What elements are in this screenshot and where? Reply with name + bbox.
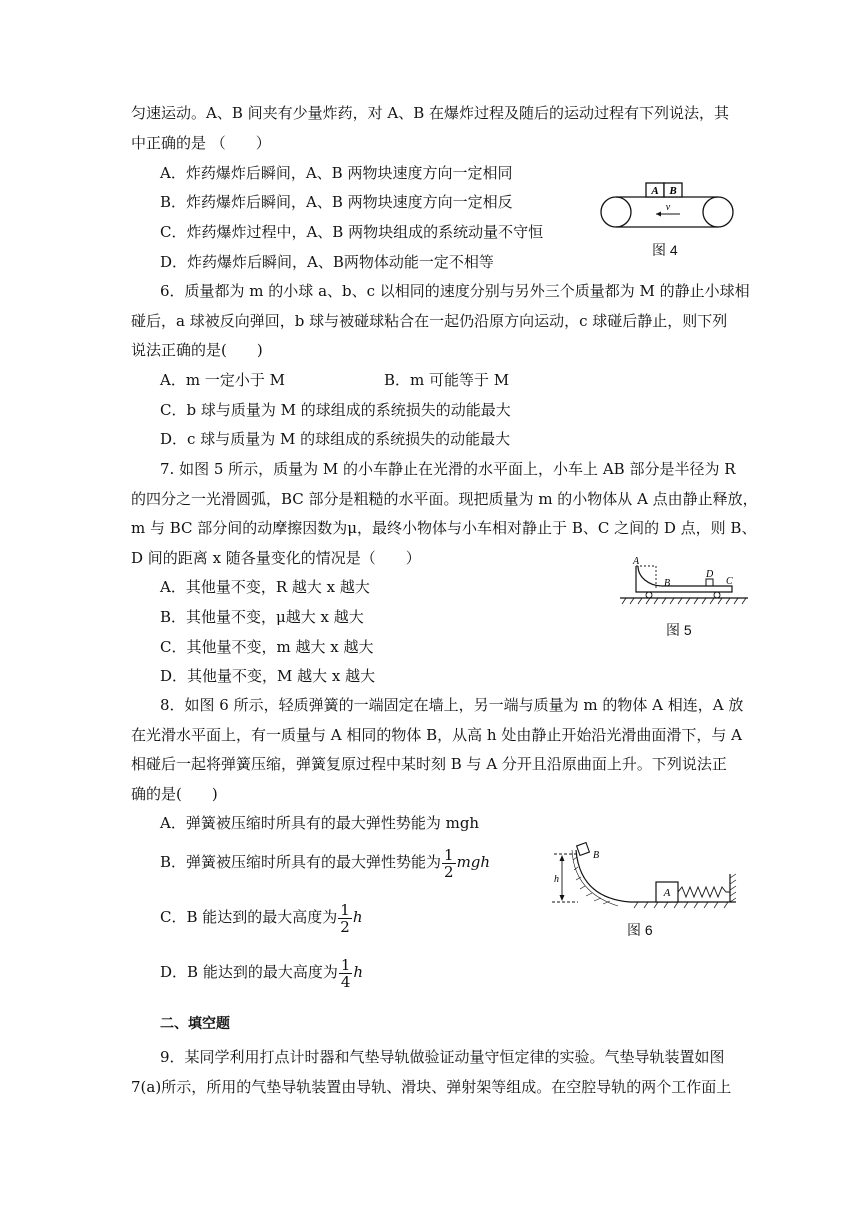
q7-option-d: D．其他量不变，M 越大 x 越大 bbox=[160, 667, 376, 685]
q8-stem-line1: 8．如图 6 所示，轻质弹簧的一端固定在墙上，另一端与质量为 m 的物体 A 相连，A 放 bbox=[160, 696, 744, 714]
q6-stem-line1: 6．质量都为 m 的小球 a、b、c 以相同的速度分别与另外三个质量都为 M 的静止小球相 bbox=[160, 282, 750, 300]
q6-stem-line3: 说法正确的是( ) bbox=[131, 341, 263, 359]
fig5-label-a: A bbox=[633, 556, 640, 567]
fig5-label-b: B bbox=[664, 578, 671, 589]
q5-stem-line1: 匀速运动。A、B 间夹有少量炸药，对 A、B 在爆炸过程及随后的运动过程有下列说法，其 bbox=[131, 104, 730, 122]
q8-option-d-text: D．B 能达到的最大高度为 bbox=[160, 963, 338, 981]
figure-4-caption: 图 4 bbox=[652, 242, 678, 258]
q9-stem-line2: 7(a)所示，所用的气垫导轨装置由导轨、滑块、弹射架等组成。在空腔导轨的两个工作面上 bbox=[131, 1078, 732, 1096]
q8-stem-line4: 确的是( ) bbox=[131, 785, 218, 803]
figure-6-ramp-spring bbox=[548, 840, 740, 912]
fig6-label-a: A bbox=[663, 887, 671, 899]
fraction-one-half: $\frac{1}{2}$ bbox=[340, 900, 350, 936]
q8-option-b-text: B．弹簧被压缩时所具有的最大弹性势能为 bbox=[160, 853, 442, 871]
q7-stem-line4: D 间的距离 x 随各量变化的情况是（ ） bbox=[131, 549, 421, 567]
fraction-one-half: $\frac{1}{2}$ bbox=[444, 845, 454, 881]
q7-stem-line1: 7. 如图 5 所示，质量为 M 的小车静止在光滑的水平面上，小车上 AB 部分是半径为 R bbox=[160, 460, 736, 478]
fig5-label-d: D bbox=[706, 569, 714, 580]
q8-stem-line3: 相碰后一起将弹簧压缩，弹簧复原过程中某时刻 B 与 A 分开且沿原曲面上升。下列说法正 bbox=[131, 755, 727, 773]
q8-option-c-h: h bbox=[352, 908, 363, 926]
q8-option-d bbox=[160, 955, 363, 990]
q8-option-b-mgh: mgh bbox=[456, 853, 491, 871]
q5-option-b: B．炸药爆炸后瞬间，A、B 两物块速度方向一定相反 bbox=[160, 193, 513, 211]
q7-option-c: C．其他量不变，m 越大 x 越大 bbox=[160, 638, 374, 656]
q5-option-c: C．炸药爆炸过程中，A、B 两物块组成的系统动量不守恒 bbox=[160, 223, 544, 241]
fraction-one-quarter: $\frac{1}{4}$ bbox=[340, 955, 351, 991]
q6-option-a: A．m 一定小于 M bbox=[160, 371, 285, 389]
figure-4-conveyor bbox=[598, 180, 738, 230]
fig4-label-a: A bbox=[651, 185, 659, 197]
q8-option-b bbox=[160, 845, 490, 880]
fig6-label-b: B bbox=[593, 850, 600, 861]
fig6-label-h: h bbox=[554, 874, 559, 885]
q5-option-a: A．炸药爆炸后瞬间，A、B 两物块速度方向一定相同 bbox=[160, 164, 513, 182]
q7-stem-line2: 的四分之一光滑圆弧，BC 部分是粗糙的水平面。现把质量为 m 的小物体从 A 点由静止释放， bbox=[131, 490, 758, 508]
q7-stem-line3: m 与 BC 部分间的动摩擦因数为μ，最终小物体与小车相对静止于 B、C 之间的 D 点，则 B、 bbox=[131, 519, 757, 537]
q8-stem-line2: 在光滑水平面上，有一质量与 A 相同的物体 B，从高 h 处由静止开始沿光滑曲面滑下，与 A bbox=[131, 726, 742, 744]
q8-option-a: A．弹簧被压缩时所具有的最大弹性势能为 mgh bbox=[160, 814, 480, 832]
q5-option-d: D．炸药爆炸后瞬间，A、B两物体动能一定不相等 bbox=[160, 253, 494, 271]
fig4-label-b: B bbox=[669, 185, 677, 197]
q8-option-c-text: C．B 能达到的最大高度为 bbox=[160, 908, 338, 926]
q6-option-c: C．b 球与质量为 M 的球组成的系统损失的动能最大 bbox=[160, 401, 511, 419]
section-title-fill-in-blank: 二、填空题 bbox=[160, 1015, 230, 1031]
figure-6-caption: 图 6 bbox=[627, 922, 653, 938]
figure-5-cart bbox=[616, 552, 752, 608]
q8-option-d-h: h bbox=[353, 963, 364, 981]
q6-option-b: B．m 可能等于 M bbox=[384, 371, 510, 389]
q8-option-c bbox=[160, 900, 363, 935]
figure-5-caption: 图 5 bbox=[666, 622, 692, 638]
q7-option-a: A．其他量不变，R 越大 x 越大 bbox=[160, 578, 370, 596]
fig5-label-c: C bbox=[726, 576, 733, 587]
q7-option-b: B．其他量不变，μ越大 x 越大 bbox=[160, 608, 364, 626]
q6-stem-line2: 碰后，a 球被反向弹回，b 球与被碰球粘合在一起仍沿原方向运动，c 球碰后静止，则下列 bbox=[131, 312, 728, 330]
q5-stem-line2: 中正确的是 （ ） bbox=[131, 134, 271, 152]
q6-option-d: D．c 球与质量为 M 的球组成的系统损失的动能最大 bbox=[160, 430, 511, 448]
fig4-label-v: v bbox=[665, 202, 671, 213]
q9-stem-line1: 9．某同学利用打点计时器和气垫导轨做验证动量守恒定律的实验。气垫导轨装置如图 bbox=[160, 1048, 725, 1066]
